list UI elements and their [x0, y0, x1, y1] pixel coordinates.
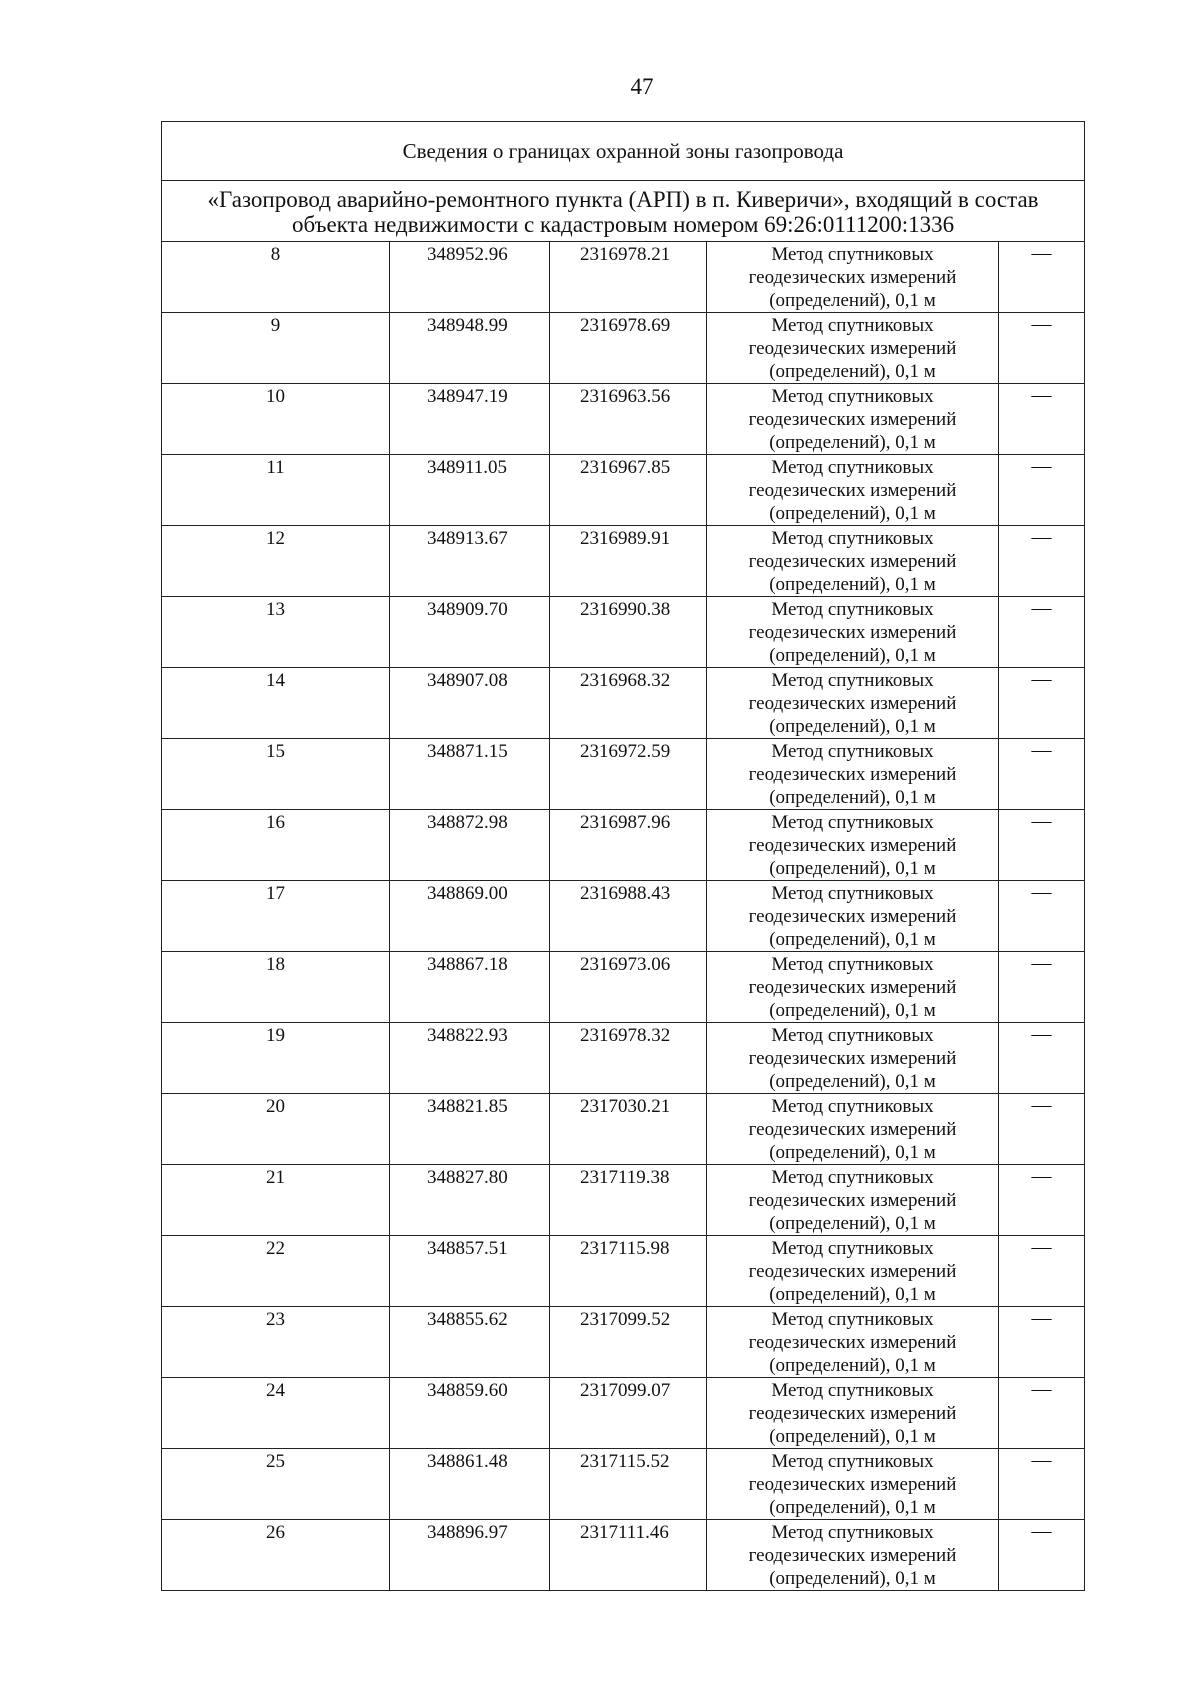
method-line: (определений), 0,1 м	[769, 645, 936, 666]
method-line: (определений), 0,1 м	[769, 1284, 936, 1305]
table-row	[162, 810, 1085, 881]
method-line: Метод спутниковых	[771, 812, 934, 833]
method-line: Метод спутниковых	[771, 386, 934, 407]
note-dash-cell: —	[999, 1449, 1085, 1520]
point-number-cell: 9	[162, 313, 390, 384]
method-line: геодезических измерений	[748, 338, 957, 359]
method-line: (определений), 0,1 м	[769, 503, 936, 524]
table-row	[162, 952, 1085, 1023]
method-line: Метод спутниковых	[771, 1309, 934, 1330]
x-coordinate-cell: 348857.51	[390, 1236, 550, 1307]
method-line: Метод спутниковых	[771, 883, 934, 904]
method-line: Метод спутниковых	[771, 1238, 934, 1259]
table-row	[162, 1520, 1085, 1591]
note-dash-cell: —	[999, 242, 1085, 313]
method-line: Метод спутниковых	[771, 528, 934, 549]
method-line: (определений), 0,1 м	[769, 929, 936, 950]
method-cell	[707, 1023, 999, 1094]
method-line: геодезических измерений	[748, 835, 957, 856]
note-dash-cell: —	[999, 526, 1085, 597]
point-number-cell: 18	[162, 952, 390, 1023]
method-line: (определений), 0,1 м	[769, 1213, 936, 1234]
x-coordinate-cell: 348822.93	[390, 1023, 550, 1094]
method-line: Метод спутниковых	[771, 1025, 934, 1046]
method-cell	[707, 810, 999, 881]
method-line: Метод спутниковых	[771, 457, 934, 478]
y-coordinate-cell: 2317099.07	[550, 1378, 707, 1449]
table-title: Сведения о границах охранной зоны газопровода	[162, 122, 1085, 181]
method-line: геодезических измерений	[748, 409, 957, 430]
method-line: (определений), 0,1 м	[769, 1355, 936, 1376]
table-row	[162, 526, 1085, 597]
x-coordinate-cell: 348896.97	[390, 1520, 550, 1591]
point-number-cell: 21	[162, 1165, 390, 1236]
method-line: (определений), 0,1 м	[769, 1568, 936, 1589]
method-line: геодезических измерений	[748, 1119, 957, 1140]
method-line: (определений), 0,1 м	[769, 1497, 936, 1518]
method-cell	[707, 242, 999, 313]
method-line: Метод спутниковых	[771, 670, 934, 691]
y-coordinate-cell: 2316978.21	[550, 242, 707, 313]
note-dash-cell: —	[999, 1023, 1085, 1094]
x-coordinate-cell: 348911.05	[390, 455, 550, 526]
method-cell	[707, 526, 999, 597]
x-coordinate-cell: 348952.96	[390, 242, 550, 313]
x-coordinate-cell: 348861.48	[390, 1449, 550, 1520]
table-row	[162, 1307, 1085, 1378]
method-line: геодезических измерений	[748, 1048, 957, 1069]
method-line: (определений), 0,1 м	[769, 290, 936, 311]
table-row	[162, 739, 1085, 810]
y-coordinate-cell: 2316963.56	[550, 384, 707, 455]
y-coordinate-cell: 2316988.43	[550, 881, 707, 952]
method-line: геодезических измерений	[748, 693, 957, 714]
method-line: геодезических измерений	[748, 764, 957, 785]
note-dash-cell: —	[999, 1520, 1085, 1591]
method-cell	[707, 313, 999, 384]
x-coordinate-cell: 348947.19	[390, 384, 550, 455]
method-line: Метод спутниковых	[771, 954, 934, 975]
y-coordinate-cell: 2317099.52	[550, 1307, 707, 1378]
table-row	[162, 1165, 1085, 1236]
y-coordinate-cell: 2316987.96	[550, 810, 707, 881]
method-line: (определений), 0,1 м	[769, 1142, 936, 1163]
method-line: геодезических измерений	[748, 1474, 957, 1495]
table-row	[162, 313, 1085, 384]
note-dash-cell: —	[999, 1165, 1085, 1236]
note-dash-cell: —	[999, 1307, 1085, 1378]
boundary-coordinates-table	[161, 121, 1085, 1591]
table-row	[162, 597, 1085, 668]
note-dash-cell: —	[999, 1236, 1085, 1307]
note-dash-cell: —	[999, 384, 1085, 455]
method-cell	[707, 668, 999, 739]
method-line: геодезических измерений	[748, 1261, 957, 1282]
point-number-cell: 10	[162, 384, 390, 455]
note-dash-cell: —	[999, 668, 1085, 739]
method-line: (определений), 0,1 м	[769, 787, 936, 808]
method-cell	[707, 739, 999, 810]
method-cell	[707, 1520, 999, 1591]
method-line: Метод спутниковых	[771, 599, 934, 620]
table-subtitle-line-1: «Газопровод аварийно-ремонтного пункта (АРП) в п. Киверичи», входящий в состав	[207, 187, 1039, 212]
note-dash-cell: —	[999, 1094, 1085, 1165]
method-line: Метод спутниковых	[771, 1380, 934, 1401]
method-line: Метод спутниковых	[771, 1522, 934, 1543]
method-cell	[707, 1378, 999, 1449]
y-coordinate-cell: 2317115.98	[550, 1236, 707, 1307]
method-cell	[707, 1449, 999, 1520]
method-line: геодезических измерений	[748, 622, 957, 643]
point-number-cell: 20	[162, 1094, 390, 1165]
x-coordinate-cell: 348907.08	[390, 668, 550, 739]
point-number-cell: 23	[162, 1307, 390, 1378]
note-dash-cell: —	[999, 313, 1085, 384]
method-line: (определений), 0,1 м	[769, 1426, 936, 1447]
point-number-cell: 11	[162, 455, 390, 526]
note-dash-cell: —	[999, 952, 1085, 1023]
y-coordinate-cell: 2317111.46	[550, 1520, 707, 1591]
x-coordinate-cell: 348855.62	[390, 1307, 550, 1378]
method-cell	[707, 597, 999, 668]
y-coordinate-cell: 2316972.59	[550, 739, 707, 810]
table-row	[162, 242, 1085, 313]
y-coordinate-cell: 2316978.32	[550, 1023, 707, 1094]
x-coordinate-cell: 348872.98	[390, 810, 550, 881]
y-coordinate-cell: 2316967.85	[550, 455, 707, 526]
x-coordinate-cell: 348869.00	[390, 881, 550, 952]
x-coordinate-cell: 348871.15	[390, 739, 550, 810]
method-line: Метод спутниковых	[771, 244, 934, 265]
table-row	[162, 881, 1085, 952]
x-coordinate-cell: 348821.85	[390, 1094, 550, 1165]
note-dash-cell: —	[999, 739, 1085, 810]
point-number-cell: 13	[162, 597, 390, 668]
method-line: (определений), 0,1 м	[769, 432, 936, 453]
method-cell	[707, 384, 999, 455]
x-coordinate-cell: 348867.18	[390, 952, 550, 1023]
method-cell	[707, 1094, 999, 1165]
note-dash-cell: —	[999, 455, 1085, 526]
point-number-cell: 15	[162, 739, 390, 810]
method-line: Метод спутниковых	[771, 1167, 934, 1188]
note-dash-cell: —	[999, 1378, 1085, 1449]
method-line: (определений), 0,1 м	[769, 1071, 936, 1092]
point-number-cell: 16	[162, 810, 390, 881]
point-number-cell: 14	[162, 668, 390, 739]
point-number-cell: 24	[162, 1378, 390, 1449]
method-line: (определений), 0,1 м	[769, 361, 936, 382]
method-line: (определений), 0,1 м	[769, 716, 936, 737]
x-coordinate-cell: 348909.70	[390, 597, 550, 668]
table-row	[162, 1023, 1085, 1094]
method-line: геодезических измерений	[748, 1190, 957, 1211]
page-number: 47	[630, 74, 654, 99]
method-cell	[707, 952, 999, 1023]
method-cell	[707, 455, 999, 526]
method-cell	[707, 1236, 999, 1307]
point-number-cell: 12	[162, 526, 390, 597]
method-cell	[707, 881, 999, 952]
x-coordinate-cell: 348859.60	[390, 1378, 550, 1449]
point-number-cell: 17	[162, 881, 390, 952]
note-dash-cell: —	[999, 597, 1085, 668]
point-number-cell: 25	[162, 1449, 390, 1520]
method-line: Метод спутниковых	[771, 1096, 934, 1117]
point-number-cell: 26	[162, 1520, 390, 1591]
y-coordinate-cell: 2316973.06	[550, 952, 707, 1023]
y-coordinate-cell: 2316968.32	[550, 668, 707, 739]
method-line: Метод спутниковых	[771, 1451, 934, 1472]
y-coordinate-cell: 2316989.91	[550, 526, 707, 597]
x-coordinate-cell: 348827.80	[390, 1165, 550, 1236]
method-line: геодезических измерений	[748, 1403, 957, 1424]
y-coordinate-cell: 2316990.38	[550, 597, 707, 668]
method-line: (определений), 0,1 м	[769, 574, 936, 595]
point-number-cell: 22	[162, 1236, 390, 1307]
x-coordinate-cell: 348913.67	[390, 526, 550, 597]
method-line: Метод спутниковых	[771, 315, 934, 336]
table-row	[162, 1378, 1085, 1449]
table-row	[162, 455, 1085, 526]
y-coordinate-cell: 2317030.21	[550, 1094, 707, 1165]
y-coordinate-cell: 2317119.38	[550, 1165, 707, 1236]
method-line: геодезических измерений	[748, 480, 957, 501]
method-line: геодезических измерений	[748, 906, 957, 927]
method-line: геодезических измерений	[748, 1332, 957, 1353]
method-line: (определений), 0,1 м	[769, 858, 936, 879]
table-row	[162, 1236, 1085, 1307]
note-dash-cell: —	[999, 881, 1085, 952]
method-line: геодезических измерений	[748, 551, 957, 572]
method-cell	[707, 1165, 999, 1236]
table-row	[162, 1094, 1085, 1165]
x-coordinate-cell: 348948.99	[390, 313, 550, 384]
point-number-cell: 8	[162, 242, 390, 313]
table-subtitle-line-2: объекта недвижимости с кадастровым номером 69:26:0111200:1336	[291, 212, 955, 237]
table-subtitle	[162, 181, 1085, 242]
method-line: геодезических измерений	[748, 977, 957, 998]
note-dash-cell: —	[999, 810, 1085, 881]
method-line: геодезических измерений	[748, 1545, 957, 1566]
table-row	[162, 668, 1085, 739]
point-number-cell: 19	[162, 1023, 390, 1094]
method-line: Метод спутниковых	[771, 741, 934, 762]
method-line: геодезических измерений	[748, 267, 957, 288]
table-row	[162, 1449, 1085, 1520]
method-cell	[707, 1307, 999, 1378]
y-coordinate-cell: 2317115.52	[550, 1449, 707, 1520]
y-coordinate-cell: 2316978.69	[550, 313, 707, 384]
table-row	[162, 384, 1085, 455]
method-line: (определений), 0,1 м	[769, 1000, 936, 1021]
